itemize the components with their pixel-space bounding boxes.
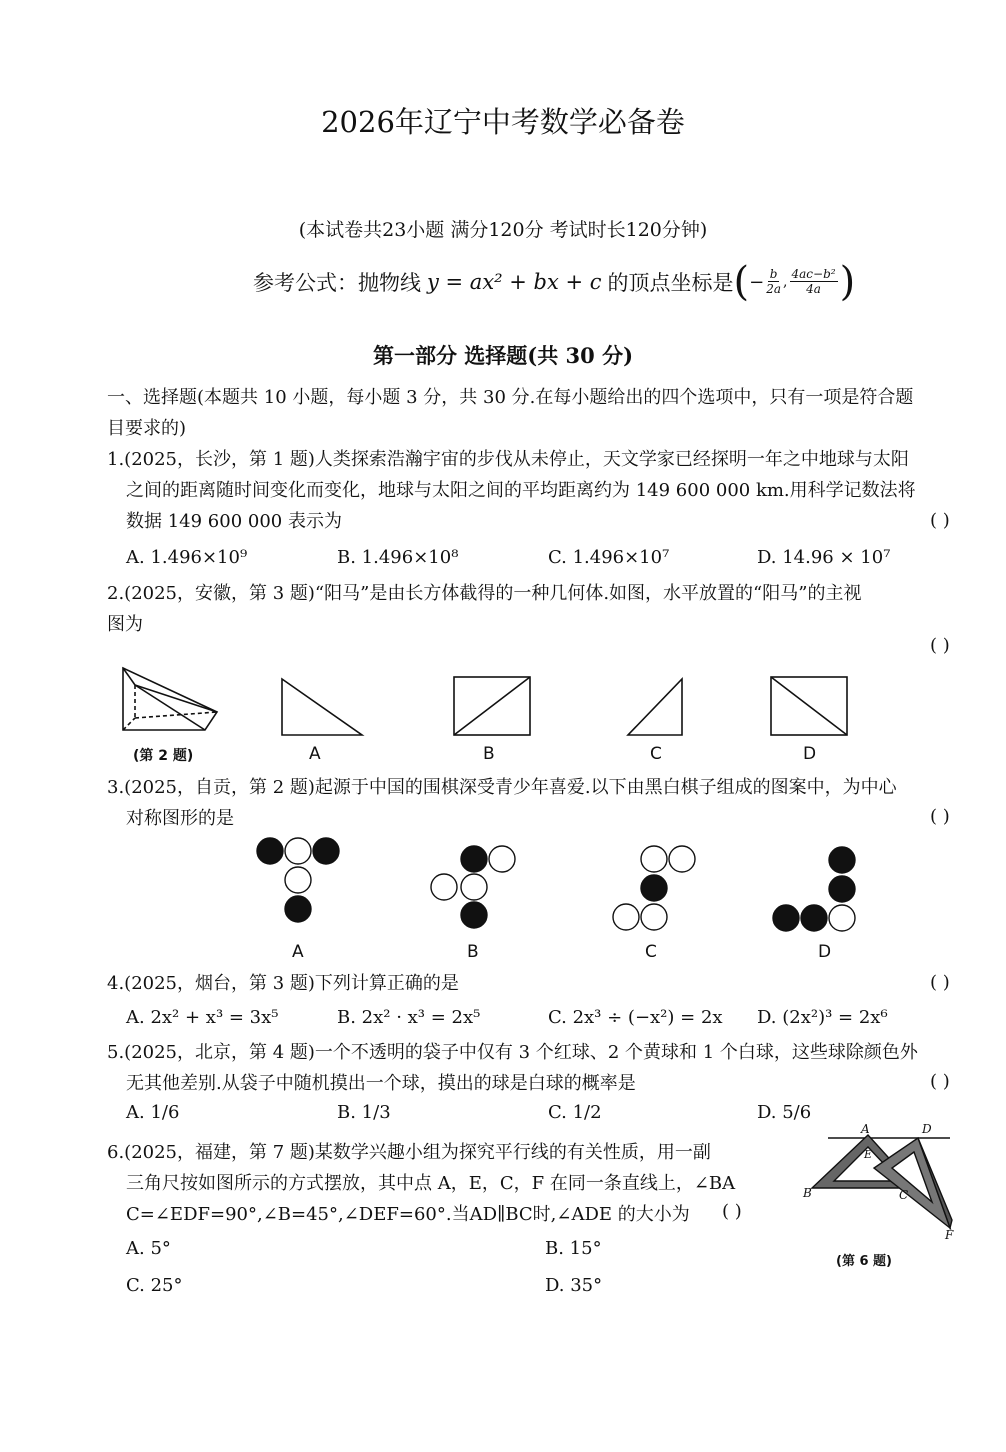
q5-option-c: C. 1/2 — [548, 1102, 602, 1123]
q2-option-c-triangle — [624, 675, 688, 740]
q2-label-a: A — [309, 744, 321, 764]
q2-answer-blank[interactable]: ( ) — [930, 635, 950, 656]
left-paren: ( — [733, 259, 750, 305]
q3-answer-blank[interactable]: ( ) — [930, 806, 950, 827]
q1-line-3: 数据 149 600 000 表示为 — [126, 511, 342, 532]
exam-info: (本试卷共23小题 满分120分 考试时长120分钟) — [298, 219, 708, 241]
formula-prefix: 参考公式：抛物线 — [253, 271, 421, 295]
q5-line-1: 5.(2025，北京，第 4 题)一个不透明的袋子中仅有 3 个红球、2 个黄球和 1 个白球，这些球除颜色外 — [107, 1042, 918, 1063]
q2-option-a-triangle — [278, 675, 368, 740]
frac1-numerator: b — [769, 266, 778, 281]
exam-title: 2026年辽宁中考数学必备卷 — [321, 105, 685, 139]
minus-sign: − — [749, 271, 765, 293]
frac2-numerator: 4ac−b² — [791, 266, 836, 281]
q5-option-a: A. 1/6 — [126, 1102, 180, 1123]
q4-option-c: C. 2x³ ÷ (−x²) = 2x — [548, 1007, 723, 1028]
q1-line-2: 之间的距离随时间变化而变化，地球与太阳之间的平均距离约为 149 600 000 km.用科学记数法将 — [126, 480, 916, 501]
q1-option-b: B. 1.496×10⁸ — [337, 547, 459, 568]
q3-label-d: D — [818, 942, 832, 962]
q3-option-b-stones — [428, 843, 523, 933]
q3-label-c: C — [645, 942, 657, 962]
q3-label-b: B — [467, 942, 479, 962]
q5-option-b: B. 1/3 — [337, 1102, 391, 1123]
q3-line-2: 对称图形的是 — [126, 808, 234, 829]
q6-set-squares-figure — [800, 1120, 970, 1245]
q1-option-a: A. 1.496×10⁹ — [126, 547, 248, 568]
q2-option-d-rect-diagonal — [769, 675, 851, 740]
q6-option-d: D. 35° — [545, 1275, 603, 1296]
section-line-1: 一、选择题(本题共 10 小题，每小题 3 分，共 30 分.在每小题给出的四个选项中，只有一项是符合题 — [107, 387, 914, 408]
formula-equation: y = ax² + bx + c — [427, 270, 602, 294]
q2-yangma-solid-figure — [115, 660, 225, 740]
q5-line-2: 无其他差别.从袋子中随机摸出一个球，摸出的球是白球的概率是 — [126, 1073, 636, 1094]
q6-point-f: F — [945, 1228, 954, 1242]
q6-figure-caption: (第 6 题) — [836, 1254, 892, 1269]
q6-option-c: C. 25° — [126, 1275, 183, 1296]
q6-point-b: B — [803, 1186, 812, 1200]
q1-answer-blank[interactable]: ( ) — [930, 510, 950, 531]
frac1-denominator: 2a — [766, 281, 782, 296]
q6-point-e: E — [864, 1148, 873, 1161]
q6-line-1: 6.(2025，福建，第 7 题)某数学兴趣小组为探究平行线的有关性质，用一副 — [107, 1142, 711, 1163]
q4-option-d: D. (2x²)³ = 2x⁶ — [757, 1007, 888, 1028]
q4-line-1: 4.(2025，烟台，第 3 题)下列计算正确的是 — [107, 973, 459, 994]
q6-option-b: B. 15° — [545, 1238, 602, 1259]
q1-line-1: 1.(2025，长沙，第 1 题)人类探索浩瀚宇宙的步伐从未停止，天文学家已经探明一年之中地球与太阳 — [107, 449, 909, 470]
q2-line-1: 2.(2025，安徽，第 3 题)“阳马”是由长方体截得的一种几何体.如图，水平放置的“阳马”的主视 — [107, 583, 862, 604]
q6-line-2: 三角尺按如图所示的方式摆放，其中点 A，E，C，F 在同一条直线上，∠BA — [126, 1173, 736, 1194]
formula-mid: 的顶点坐标是 — [607, 271, 734, 295]
q1-option-c: C. 1.496×10⁷ — [548, 547, 670, 568]
comma: , — [783, 274, 788, 290]
q2-label-b: B — [483, 744, 495, 764]
reference-formula — [253, 259, 856, 305]
right-paren: ) — [839, 259, 856, 305]
q4-answer-blank[interactable]: ( ) — [930, 972, 950, 993]
q2-label-c: C — [650, 744, 662, 764]
part-title: 第一部分 选择题(共 30 分) — [372, 343, 634, 368]
q6-point-d: D — [922, 1122, 932, 1136]
q6-answer-blank[interactable]: ( ) — [722, 1201, 742, 1222]
q3-option-d-stones — [770, 843, 865, 935]
vertex-x-fraction — [766, 268, 781, 297]
q6-line-3: C=∠EDF=90°,∠B=45°,∠DEF=60°.当AD∥BC时,∠ADE 的大小为 — [126, 1204, 690, 1225]
q5-answer-blank[interactable]: ( ) — [930, 1071, 950, 1092]
frac2-denominator: 4a — [806, 281, 821, 296]
q3-label-a: A — [292, 942, 304, 962]
q4-option-b: B. 2x² · x³ = 2x⁵ — [337, 1007, 481, 1028]
q2-option-b-rect-diagonal — [452, 675, 534, 740]
q4-option-a: A. 2x² + x³ = 3x⁵ — [126, 1007, 279, 1028]
q6-option-a: A. 5° — [126, 1238, 171, 1259]
q1-option-d: D. 14.96 × 10⁷ — [757, 547, 891, 568]
q3-option-a-stones — [255, 835, 345, 935]
q2-line-2: 图为 — [107, 614, 143, 635]
q2-figure-caption: (第 2 题) — [133, 748, 194, 764]
section-line-2: 目要求的) — [107, 418, 187, 439]
vertex-y-fraction — [790, 268, 838, 297]
q6-point-a: A — [861, 1122, 870, 1136]
q3-option-c-stones — [608, 843, 703, 935]
q5-option-d: D. 5/6 — [757, 1102, 812, 1123]
q3-line-1: 3.(2025，自贡，第 2 题)起源于中国的围棋深受青少年喜爱.以下由黑白棋子组成的图案中，为中心 — [107, 777, 897, 798]
q2-label-d: D — [803, 744, 817, 764]
q6-point-c: C — [899, 1188, 909, 1202]
